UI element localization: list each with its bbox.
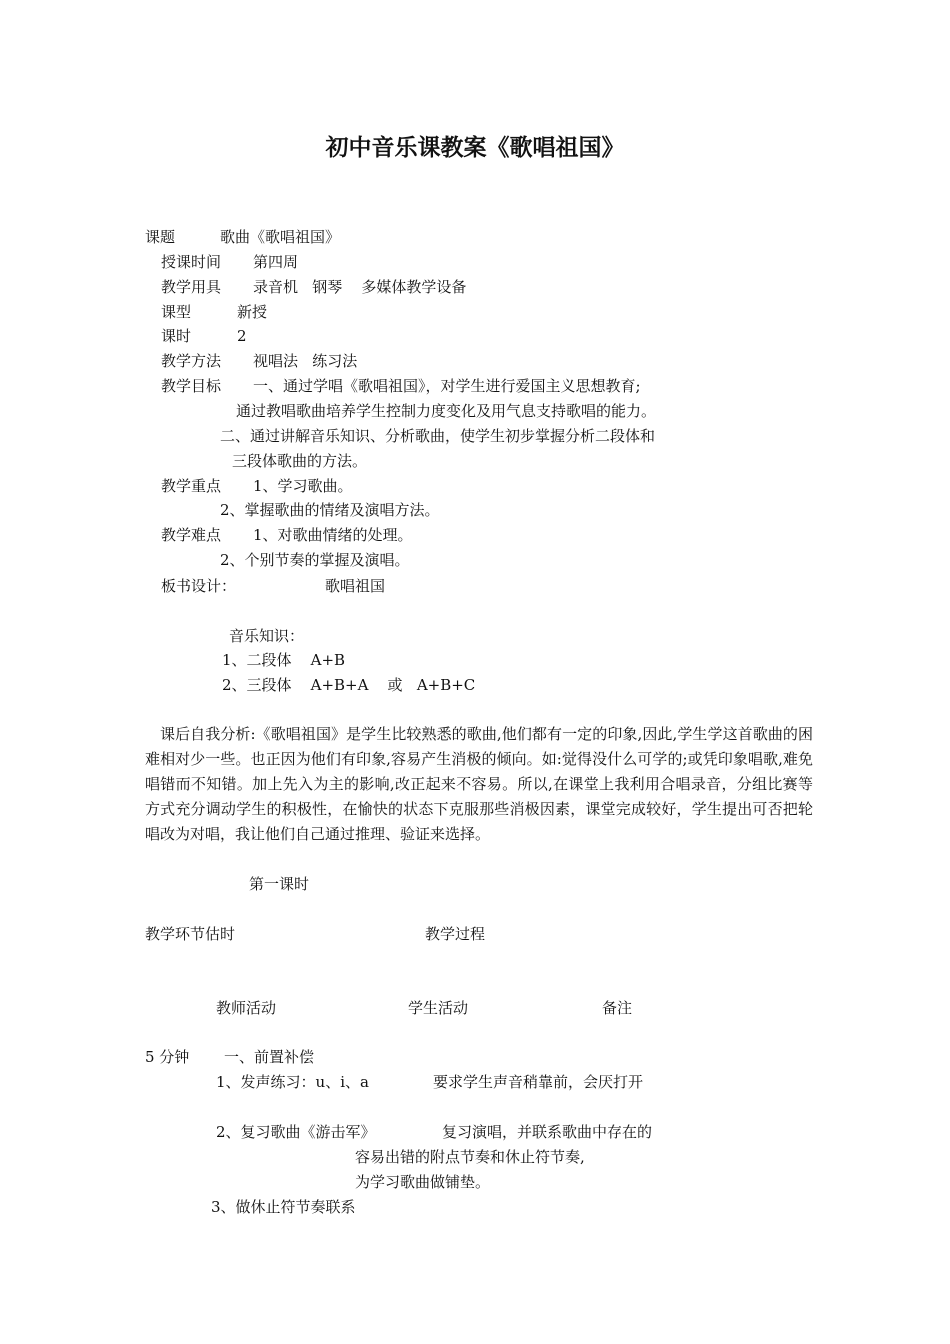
column-process: 教学过程	[425, 925, 486, 943]
key-label: 教学重点	[161, 477, 222, 495]
step-1-title: 一、前置补偿	[224, 1048, 315, 1066]
goal-1b: 通过教唱歌曲培养学生控制力度变化及用气息支持歌唱的能力。	[236, 402, 657, 420]
knowledge-heading: 音乐知识：	[229, 627, 305, 645]
item-3-teacher: 3、做休止符节奏联系	[211, 1198, 356, 1216]
key-1: 1、学习歌曲。	[253, 477, 353, 495]
topic-value: 歌曲《歌唱祖国》	[220, 228, 341, 246]
item-2-teacher: 2、复习歌曲《游击军》	[216, 1123, 376, 1141]
hours-value: 2	[237, 327, 247, 345]
method-label: 教学方法	[161, 352, 222, 370]
column-teacher: 教师活动	[216, 999, 277, 1017]
board-value: 歌唱祖国	[325, 577, 386, 595]
column-note: 备注	[602, 999, 633, 1017]
column-time: 教学环节估时	[145, 925, 236, 943]
goal-2a: 二、通过讲解音乐知识、分析歌曲，使学生初步掌握分析二段体和	[220, 427, 656, 445]
board-label: 板书设计：	[161, 577, 237, 595]
goal-1a: 一、通过学唱《歌唱祖国》，对学生进行爱国主义思想教育;	[253, 377, 641, 395]
hours-label: 课时	[161, 327, 192, 345]
lesson-heading: 第一课时	[249, 875, 310, 893]
knowledge-line-1: 1、二段体 A+B	[222, 651, 346, 669]
item-1-teacher: 1、发声练习：u、i、a	[216, 1073, 369, 1091]
item-2-student-b: 容易出错的附点节奏和休止符节奏,	[355, 1148, 585, 1166]
reflection-paragraph: 课后自我分析:《歌唱祖国》是学生比较熟悉的歌曲,他们都有一定的印象,因此,学生学这首歌曲的困难相对少一些。也正因为他们有印象,容易产生消极的倾向。如:觉得没什么可学的;或凭印象唱歌,难免唱错而不知错。加上先入为主的影响,改正起来不容易。所以,在课堂上我利用合唱录音，分组比赛等方式充分调动学生的积极性，在愉快的状态下克服那些消极因素，课堂完成较好，学生提出可否把轮唱改为对唱，我让他们自己通过推理、验证来选择。	[145, 725, 813, 843]
step-1-time: 5 分钟	[145, 1048, 190, 1066]
difficulty-label: 教学难点	[161, 526, 222, 544]
time-label: 授课时间	[161, 253, 222, 271]
tools-value: 录音机 钢琴 多媒体教学设备	[253, 278, 467, 296]
type-label: 课型	[161, 303, 192, 321]
time-value: 第四周	[253, 253, 299, 271]
difficulty-2: 2、个别节奏的掌握及演唱。	[220, 551, 410, 569]
key-2: 2、掌握歌曲的情绪及演唱方法。	[220, 501, 440, 519]
tools-label: 教学用具	[161, 278, 222, 296]
item-2-student-a: 复习演唱，并联系歌曲中存在的	[442, 1123, 653, 1141]
goal-label: 教学目标	[161, 377, 222, 395]
topic-label: 课题	[145, 228, 176, 246]
difficulty-1: 1、对歌曲情绪的处理。	[253, 526, 413, 544]
document-title: 初中音乐课教案《歌唱祖国》	[325, 134, 625, 161]
type-value: 新授	[237, 303, 268, 321]
item-2-student-c: 为学习歌曲做铺垫。	[355, 1173, 491, 1191]
knowledge-line-2: 2、三段体 A+B+A 或 A+B+C	[222, 676, 476, 694]
goal-2b: 三段体歌曲的方法。	[232, 452, 368, 470]
method-value: 视唱法 练习法	[253, 352, 358, 370]
item-1-student: 要求学生声音稍靠前，会厌打开	[433, 1073, 644, 1091]
column-student: 学生活动	[408, 999, 469, 1017]
